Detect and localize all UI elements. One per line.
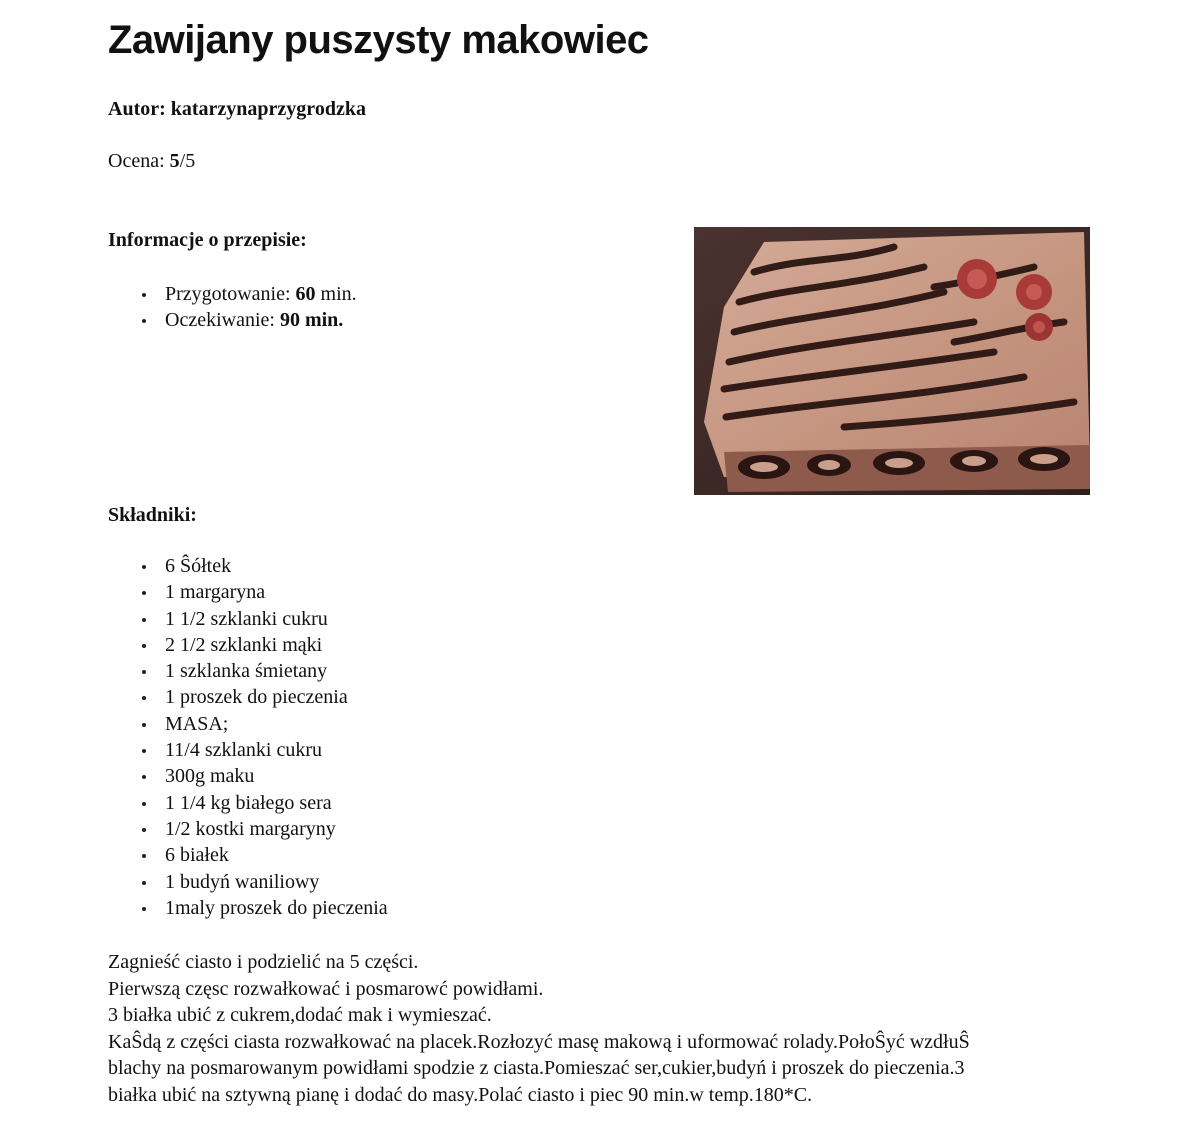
instruction-line: białka ubić na sztywną pianę i dodać do masy.Polać ciasto i piec 90 min.w temp.180*C.	[108, 1083, 813, 1106]
ingredient-item: 1maly proszek do pieczenia	[138, 895, 388, 921]
ingredient-item: 1 budyń waniliowy	[138, 869, 388, 895]
info-item-label: Przygotowanie:	[165, 283, 296, 305]
info-item-prep	[138, 281, 357, 307]
ingredient-item: 1 szklanka śmietany	[138, 658, 388, 684]
ingredient-item: 1 margaryna	[138, 579, 388, 605]
instruction-line: KaŜdą z części ciasta rozwałkować na placek.Rozłozyć masę makową i uformować rolady.PołoŜyć wzdłuŜ	[108, 1030, 970, 1053]
instruction-line: blachy na posmarowanym powidłami spodzie z ciasta.Pomieszać ser,cukier,budyń i proszek do pieczenia.3	[108, 1057, 965, 1079]
rating-label: Ocena:	[108, 150, 170, 172]
ingredient-item: 1 1/4 kg białego sera	[138, 790, 388, 816]
rating-value: 5	[169, 150, 180, 172]
info-item-label: Oczekiwanie:	[165, 309, 280, 331]
instruction-line: 3 białka ubić z cukrem,dodać mak i wymieszać.	[108, 1004, 492, 1026]
ingredients-list	[138, 553, 388, 921]
ingredient-item: 6 Ŝółtek	[138, 553, 388, 579]
instructions	[108, 949, 1108, 1108]
ingredients-heading: Składniki:	[108, 504, 197, 526]
recipe-title: Zawijany puszysty makowiec	[108, 18, 649, 62]
info-item-value: 90 min.	[279, 309, 344, 331]
ingredient-item: 1 proszek do pieczenia	[138, 684, 388, 710]
ingredient-item: 1/2 kostki margaryny	[138, 816, 388, 842]
rating-max: /5	[179, 150, 196, 172]
ingredient-item: 1 1/2 szklanki cukru	[138, 606, 388, 632]
info-item-wait	[138, 307, 357, 333]
instruction-line: Pierwszą częsc rozwałkować i posmarowć powidłami.	[108, 977, 544, 1000]
info-list	[138, 281, 357, 333]
ingredient-item: 6 białek	[138, 842, 388, 868]
info-item-suffix: min.	[315, 283, 357, 305]
info-heading: Informacje o przepisie:	[108, 229, 307, 251]
ingredient-item: 300g maku	[138, 763, 388, 789]
ingredient-item: MASA;	[138, 711, 388, 737]
author-label: Autor: katarzynaprzygrodzka	[108, 98, 366, 120]
ingredient-item: 11/4 szklanki cukru	[138, 737, 388, 763]
ingredient-item: 2 1/2 szklanki mąki	[138, 632, 388, 658]
rating	[108, 150, 195, 173]
info-item-value: 60	[295, 283, 316, 305]
poppy-seed-roll-photo	[694, 227, 1090, 495]
instruction-line: Zagnieść ciasto i podzielić na 5 części.	[108, 951, 419, 973]
